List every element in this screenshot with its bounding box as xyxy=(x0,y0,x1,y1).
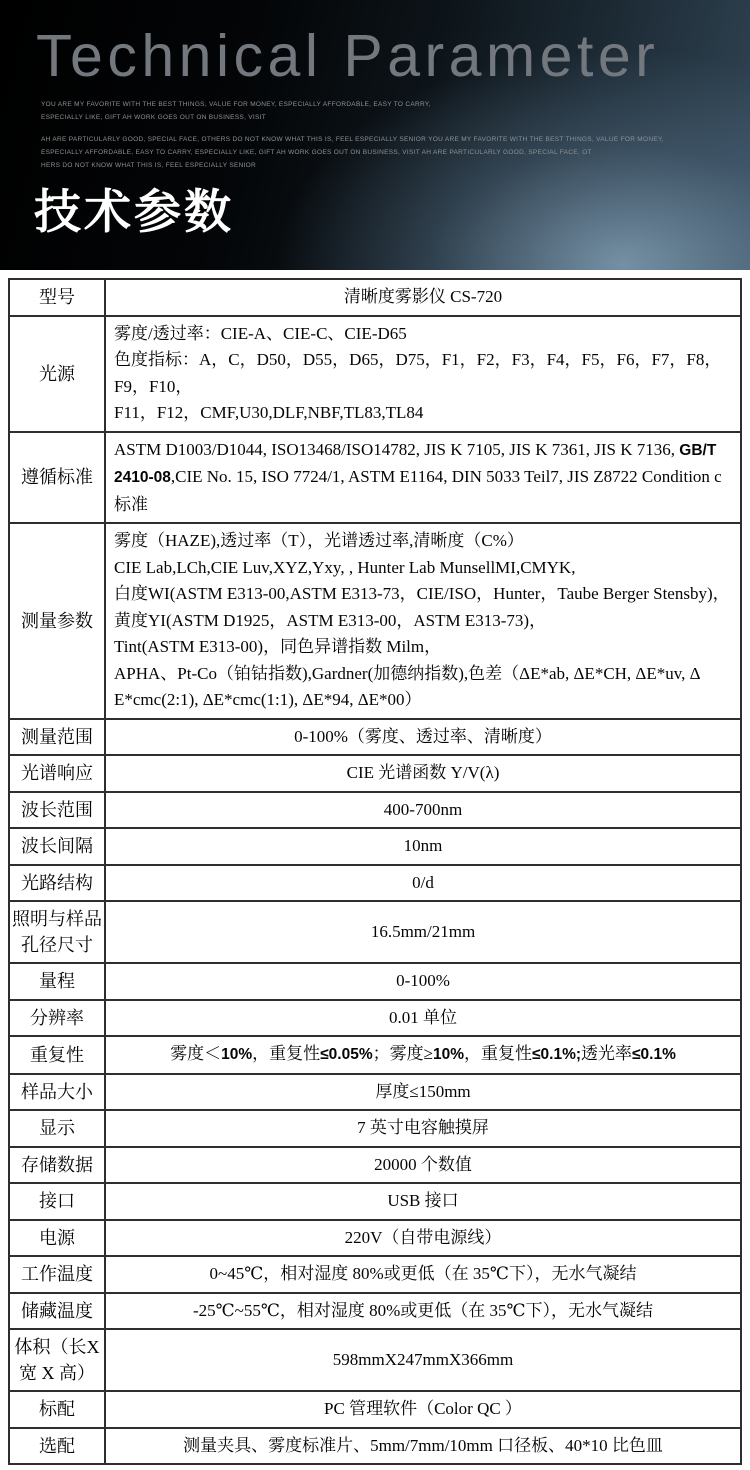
row-value xyxy=(105,1329,741,1391)
value-line: 雾度/透过率：CIE-A、CIE-C、CIE-D65 xyxy=(114,323,407,343)
table-row xyxy=(9,1391,741,1428)
row-label: 样品大小 xyxy=(9,1074,105,1111)
row-label: 光谱响应 xyxy=(9,755,105,792)
hero-banner xyxy=(0,0,750,270)
table-row xyxy=(9,963,741,1000)
value-line: 598mmX247mmX366mm xyxy=(332,1349,514,1369)
row-value xyxy=(105,755,741,792)
row-label: 遵循标准 xyxy=(9,432,105,524)
value-line: 0-100%（雾度、透过率、清晰度） xyxy=(294,726,552,746)
tagline-line: YOU ARE MY FAVORITE WITH THE BEST THINGS, VALUE FOR MONEY, ESPECIALLY AFFORDABLE, EASY TO CARRY, xyxy=(41,101,431,108)
spec-table xyxy=(8,278,742,1465)
row-value xyxy=(105,865,741,902)
value-line: 测量夹具、雾度标准片、5mm/7mm/10mm 口径板、40*10 比色皿 xyxy=(183,1435,663,1455)
row-value xyxy=(105,1293,741,1330)
value-line: -25℃~55℃，相对湿度 80%或更低（在 35℃下），无水气凝结 xyxy=(192,1300,654,1320)
row-value xyxy=(105,1147,741,1184)
tagline-line: ESPECIALLY AFFORDABLE, EASY TO CARRY, ESPECIALLY LIKE, GIFT AH WORK GOES OUT ON BUSINESS, VISIT AH ARE PARTICULARLY GOOD, SPECIAL FACE, OT xyxy=(41,149,592,156)
row-label: 测量参数 xyxy=(9,523,105,719)
value-line: E*cmc(2:1), ΔE*cmc(1:1), ΔE*94, ΔE*00） xyxy=(114,690,422,709)
row-label: 照明与样品 孔径尺寸 xyxy=(9,901,105,963)
table-row xyxy=(9,828,741,865)
hero-taglines xyxy=(41,98,664,172)
table-row xyxy=(9,901,741,963)
table-row xyxy=(9,432,741,524)
value-line: 清晰度雾影仪 CS-720 xyxy=(343,287,503,306)
table-row xyxy=(9,792,741,829)
table-row xyxy=(9,755,741,792)
value-line: 20000 个数值 xyxy=(374,1154,472,1174)
hero-title-chinese: 技术参数 xyxy=(34,185,234,238)
table-row xyxy=(9,1329,741,1391)
row-label: 分辨率 xyxy=(9,1000,105,1037)
row-label: 储藏温度 xyxy=(9,1293,105,1330)
row-label: 波长范围 xyxy=(9,792,105,829)
value-line: 白度WI(ASTM E313-00,ASTM E313-73，CIE/ISO，Hunter，Taube Berger Stensby)， xyxy=(114,584,730,603)
value-line: 雾度＜10%，重复性≤0.05%；雾度≥10%，重复性≤0.1%;透光率≤0.1% xyxy=(170,1044,676,1063)
row-value xyxy=(105,1220,741,1257)
tagline-line: ESPECIALLY LIKE, GIFT AH WORK GOES OUT ON BUSINESS, VISIT xyxy=(41,114,267,121)
row-label: 光路结构 xyxy=(9,865,105,902)
value-line: 0-100% xyxy=(396,971,450,990)
value-line: 16.5mm/21mm xyxy=(370,921,476,941)
table-row xyxy=(9,1293,741,1330)
table-row xyxy=(9,865,741,902)
table-row xyxy=(9,719,741,756)
row-value xyxy=(105,1256,741,1293)
row-label: 选配 xyxy=(9,1428,105,1465)
row-value xyxy=(105,1428,741,1465)
value-line: PC 管理软件（Color QC ） xyxy=(324,1399,522,1418)
value-line: 厚度≤150mm xyxy=(375,1081,471,1101)
row-value xyxy=(105,316,741,432)
row-label: 波长间隔 xyxy=(9,828,105,865)
value-line: 雾度（HAZE),透过率（T），光谱透过率,清晰度（C%） xyxy=(114,531,524,550)
row-value xyxy=(105,1000,741,1037)
row-value xyxy=(105,1036,741,1074)
row-value xyxy=(105,279,741,316)
tagline-line: HERS DO NOT KNOW WHAT THIS IS, FEEL ESPECIALLY SENIOR xyxy=(41,162,257,169)
value-line: 7 英寸电容触摸屏 xyxy=(357,1118,489,1137)
value-line: 400-700nm xyxy=(383,799,463,819)
row-label: 工作温度 xyxy=(9,1256,105,1293)
row-value xyxy=(105,523,741,719)
row-label: 标配 xyxy=(9,1391,105,1428)
value-line: CIE Lab,LCh,CIE Luv,XYZ,Yxy, , Hunter Lab MunsellMI,CMYK, xyxy=(114,557,576,577)
table-row xyxy=(9,279,741,316)
value-line: F11，F12，CMF,U30,DLF,NBF,TL83,TL84 xyxy=(114,403,424,422)
hero-title-english: Technical Parameter xyxy=(36,23,660,89)
spec-table-wrapper xyxy=(0,270,750,1465)
table-row xyxy=(9,523,741,719)
value-line: 220V（自带电源线） xyxy=(344,1227,502,1247)
table-row xyxy=(9,316,741,432)
row-value xyxy=(105,828,741,865)
value-line: USB 接口 xyxy=(387,1191,459,1210)
value-line: 0~45℃，相对湿度 80%或更低（在 35℃下），无水气凝结 xyxy=(209,1264,637,1283)
spec-table-body xyxy=(9,279,741,1464)
row-label: 存储数据 xyxy=(9,1147,105,1184)
table-row xyxy=(9,1110,741,1147)
row-value xyxy=(105,963,741,1000)
row-label: 接口 xyxy=(9,1183,105,1220)
row-value xyxy=(105,1074,741,1111)
table-row xyxy=(9,1256,741,1293)
table-row xyxy=(9,1000,741,1037)
row-label: 电源 xyxy=(9,1220,105,1257)
row-value xyxy=(105,1110,741,1147)
value-line: 色度指标：A，C，D50，D55，D65，D75，F1，F2，F3，F4，F5，F6，F7，F8，F9，F10， xyxy=(114,350,722,396)
row-value xyxy=(105,719,741,756)
row-value xyxy=(105,1391,741,1428)
table-row xyxy=(9,1147,741,1184)
row-value xyxy=(105,1183,741,1220)
row-label: 重复性 xyxy=(9,1036,105,1074)
table-row xyxy=(9,1183,741,1220)
value-line: CIE 光谱函数 Y/V(λ) xyxy=(346,763,500,782)
row-value xyxy=(105,901,741,963)
row-label: 测量范围 xyxy=(9,719,105,756)
table-row xyxy=(9,1220,741,1257)
tagline-gap xyxy=(41,124,661,133)
value-line: ASTM D1003/D1044, ISO13468/ISO14782, JIS K 7105, JIS K 7361, JIS K 7136, GB/T 2410-08,CIE No. 15, ISO 7724/1, ASTM E1164, DIN 5033 Teil7, JIS Z8722 Condition c 标准 xyxy=(114,439,722,514)
row-value xyxy=(105,432,741,524)
value-line: APHA、Pt-Co（铂钴指数),Gardner(加德纳指数),色差（ΔE*ab, ΔE*CH, ΔE*uv, Δ xyxy=(114,663,701,683)
row-label: 光源 xyxy=(9,316,105,432)
table-row xyxy=(9,1074,741,1111)
value-line: 0.01 单位 xyxy=(389,1007,457,1027)
value-line: 0/d xyxy=(412,872,434,892)
table-row xyxy=(9,1428,741,1465)
value-line: 黄度YI(ASTM D1925，ASTM E313-00，ASTM E313-73)， xyxy=(114,610,547,630)
row-label: 型号 xyxy=(9,279,105,316)
value-line: 10nm xyxy=(403,836,443,855)
value-line: Tint(ASTM E313-00)，同色异谱指数 Milm， xyxy=(114,637,442,656)
row-value xyxy=(105,792,741,829)
table-row xyxy=(9,1036,741,1074)
row-label: 显示 xyxy=(9,1110,105,1147)
row-label: 体积（长X 宽 X 高） xyxy=(9,1329,105,1391)
row-label: 量程 xyxy=(9,963,105,1000)
tagline-line: AH ARE PARTICULARLY GOOD, SPECIAL FACE, OTHERS DO NOT KNOW WHAT THIS IS, FEEL ESPECIALLY SENIOR YOU ARE MY FAVORITE WITH THE BEST THINGS, VALUE FOR MONEY, xyxy=(41,136,664,143)
